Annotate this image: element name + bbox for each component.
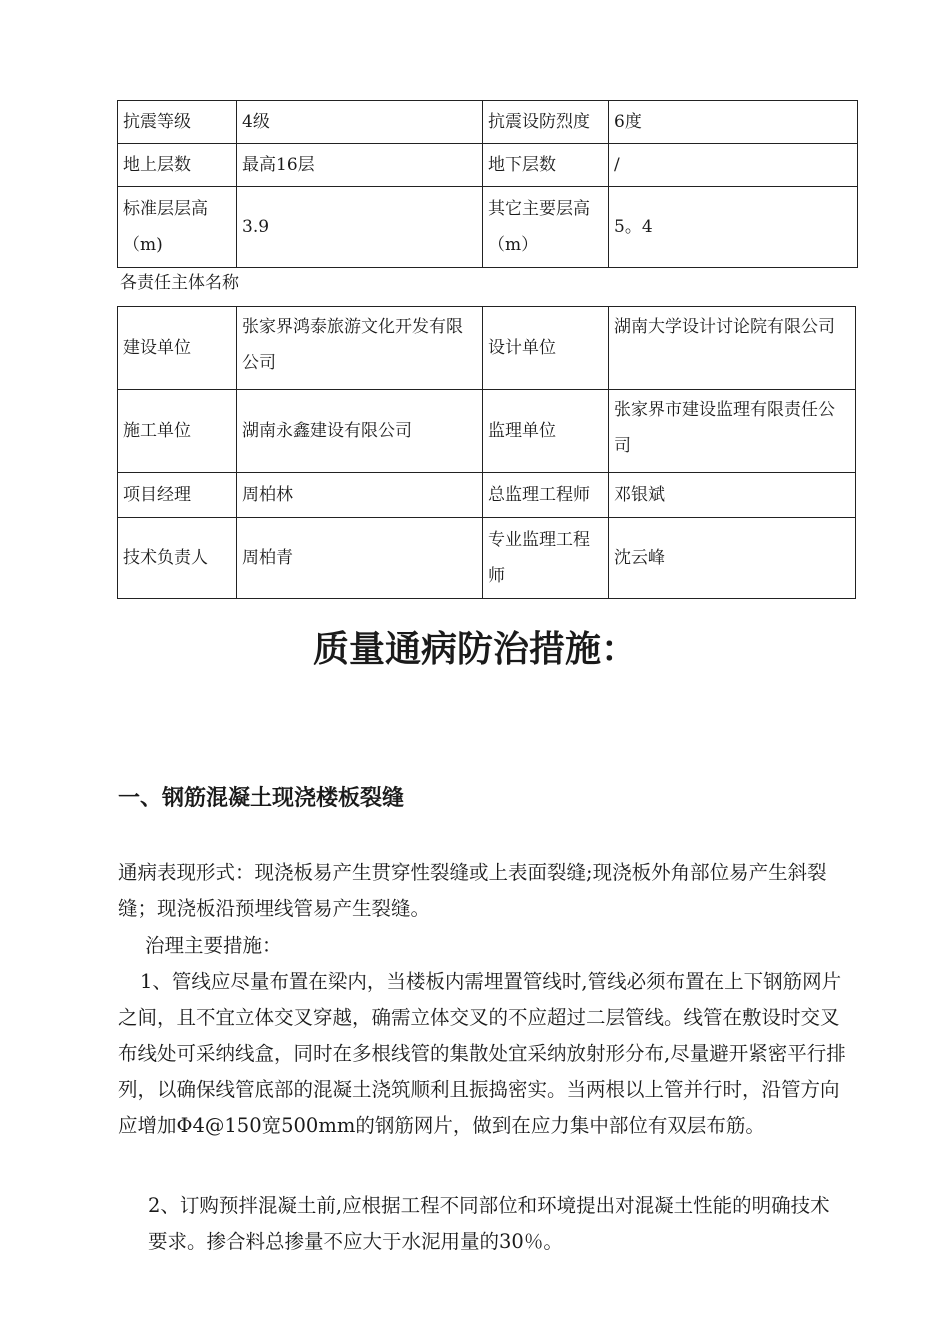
table-cell: 4级 — [237, 101, 483, 144]
table-cell: 抗震设防烈度 — [483, 101, 609, 144]
table-row — [118, 144, 858, 187]
table-cell: 建设单位 — [118, 307, 237, 390]
seismic-info-table — [117, 100, 858, 268]
table-cell: 专业监理工程师 — [483, 518, 609, 599]
table-cell: 最高16层 — [237, 144, 483, 187]
table-cell: 地上层数 — [118, 144, 237, 187]
table-cell: 张家界市建设监理有限责任公司 — [609, 390, 856, 473]
responsible-parties-table — [117, 306, 856, 599]
table-cell: 其它主要层高（m） — [483, 187, 609, 268]
table-row — [118, 390, 856, 473]
table-cell: 总监理工程师 — [483, 473, 609, 518]
table-cell: 6度 — [609, 101, 858, 144]
table-caption: 各责任主体名称 — [120, 273, 239, 293]
table-cell: 技术负责人 — [118, 518, 237, 599]
table-cell: 3.9 — [237, 187, 483, 268]
table-cell: / — [609, 144, 858, 187]
page-title: 质量通病防治措施： — [312, 628, 637, 670]
table-cell: 沈云峰 — [609, 518, 856, 599]
table-cell: 湖南永鑫建设有限公司 — [237, 390, 483, 473]
measure-2-paragraph: 2、订购预拌混凝土前,应根据工程不同部位和环境提出对混凝土性能的明确技术要求。掺合料总掺量不应大于水泥用量的30％。 — [148, 1194, 830, 1253]
table-row — [118, 187, 858, 268]
table-cell: 张家界鸿泰旅游文化开发有限公司 — [237, 307, 483, 390]
table-row — [118, 307, 856, 390]
table-cell: 地下层数 — [483, 144, 609, 187]
table-row — [118, 101, 858, 144]
table-cell: 湖南大学设计讨论院有限公司 — [609, 307, 856, 390]
table-cell: 邓银斌 — [609, 473, 856, 518]
table-cell: 监理单位 — [483, 390, 609, 473]
table-cell: 周柏青 — [237, 518, 483, 599]
table-cell: 周柏林 — [237, 473, 483, 518]
table-cell: 项目经理 — [118, 473, 237, 518]
table-cell: 设计单位 — [483, 307, 609, 390]
table-row — [118, 473, 856, 518]
measure-1-paragraph: 1、管线应尽量布置在梁内，当楼板内需埋置管线时,管线必须布置在上下钢筋网片之间，且不宜立体交叉穿越，确需立体交叉的不应超过二层管线。线管在敷设时交叉布线处可采纳线盒，同时在多根线管的集散处宜采纳放射形分布,尽量避开紧密平行排列，以确保线管底部的混凝土浇筑顺利且振捣密实。当两根以上管并行时，沿管方向应增加Φ4@150宽500mm的钢筋网片，做到在应力集中部位有双层布筋。 — [118, 970, 846, 1137]
symptoms-paragraph: 通病表现形式：现浇板易产生贯穿性裂缝或上表面裂缝;现浇板外角部位易产生斜裂缝；现浇板沿预埋线管易产生裂缝。 — [118, 861, 827, 920]
measures-label: 治理主要措施： — [145, 934, 282, 957]
table-row — [118, 518, 856, 599]
table-cell: 施工单位 — [118, 390, 237, 473]
section-heading: 一、钢筋混凝土现浇楼板裂缝 — [118, 785, 405, 811]
table-cell: 标准层层高（m) — [118, 187, 237, 268]
table-cell: 抗震等级 — [118, 101, 237, 144]
table-cell: 5。4 — [609, 187, 858, 268]
